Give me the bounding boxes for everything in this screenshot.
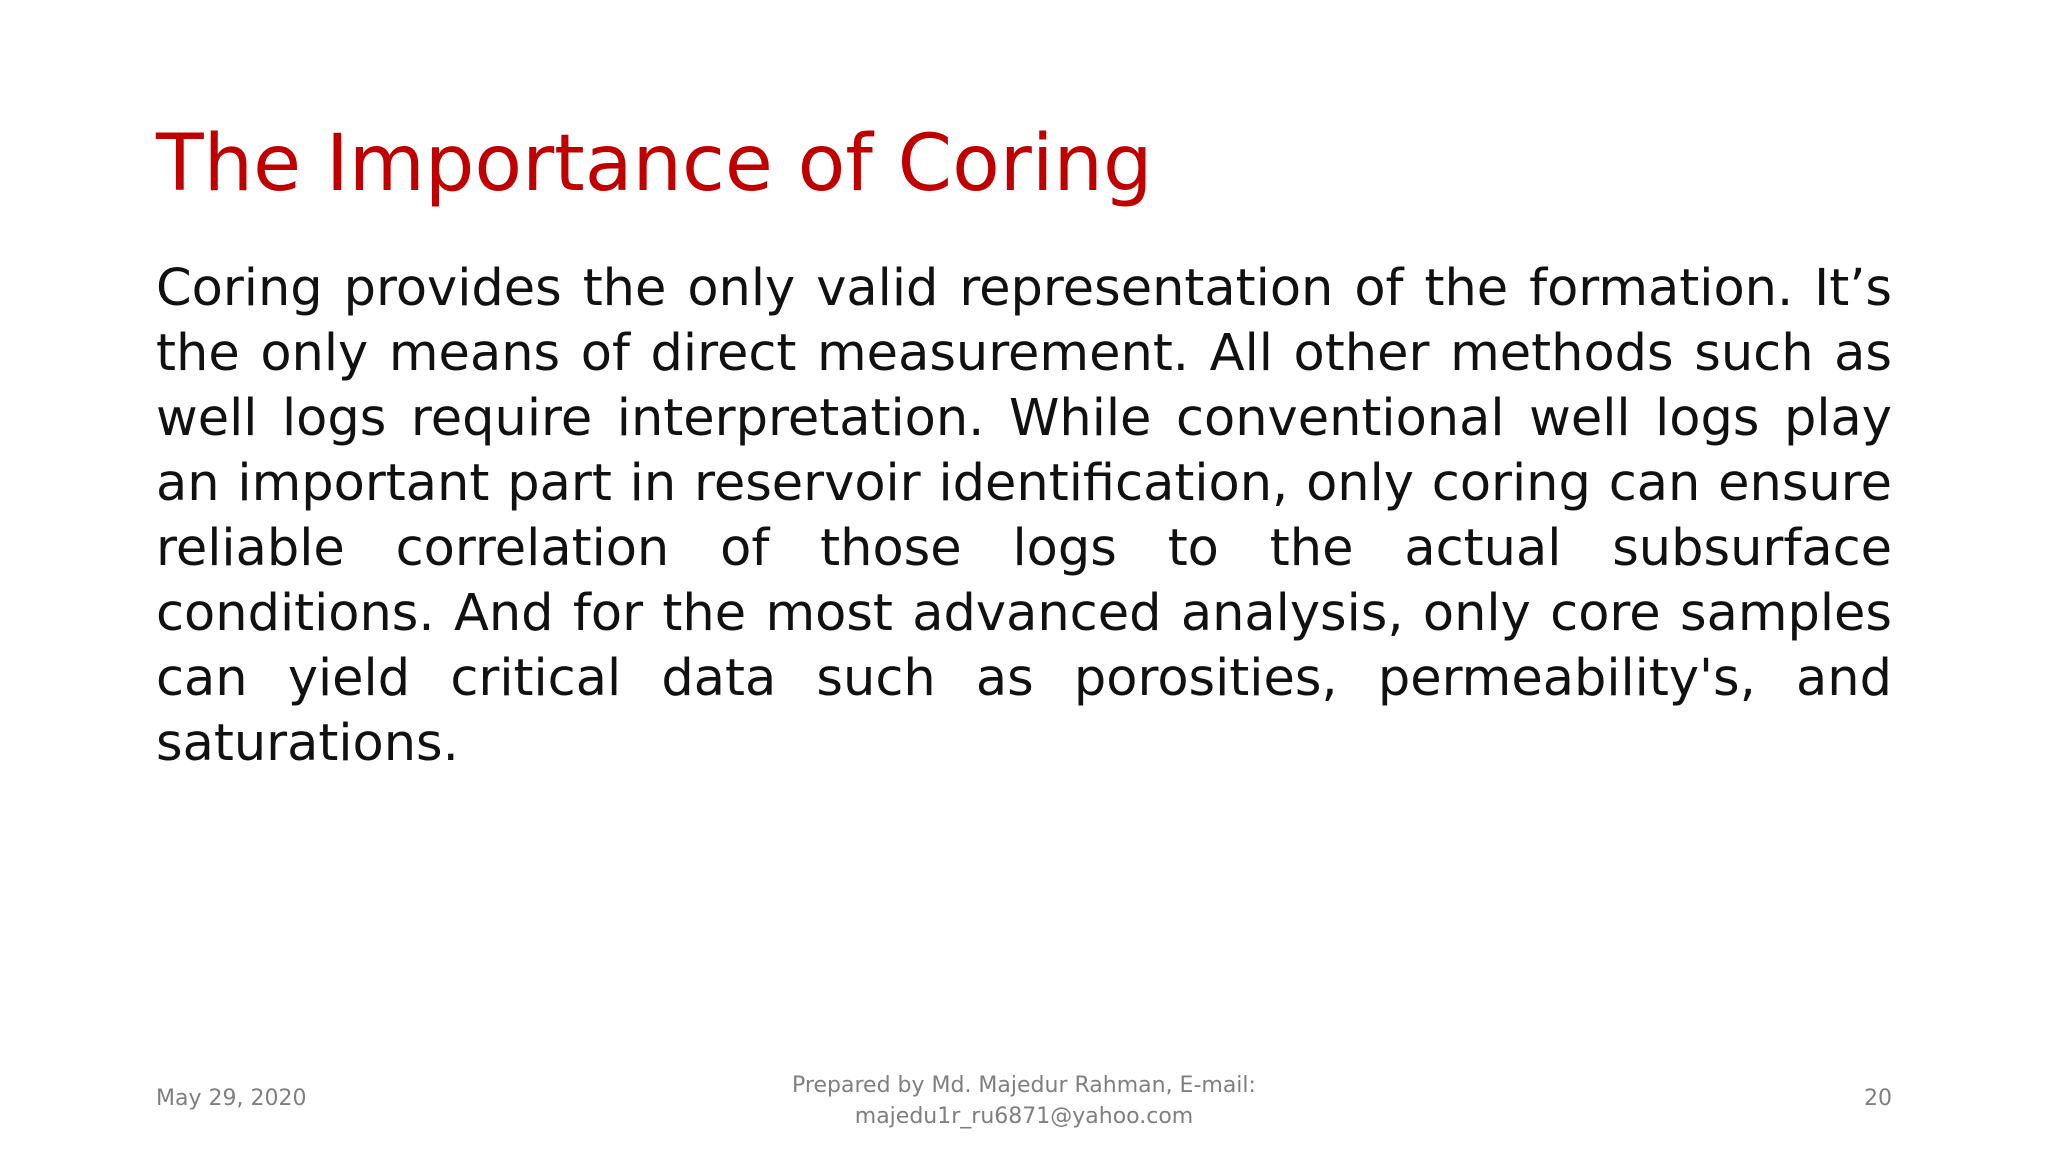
slide-body-text: Coring provides the only valid representation of the formation. It’s the only means of direct measurement. All other methods such as well logs require interpretation. While conventional well logs play an important part in reservoir identification, only coring can ensure reliable correlation of those logs to the actual subsurface conditions. And for the most advanced analysis, only core samples can yield critical data such as porosities, permeability's, and saturations. — [156, 259, 1892, 773]
slide-title: The Importance of Coring — [156, 119, 1153, 209]
footer-date: May 29, 2020 — [156, 1086, 307, 1111]
footer-prepared-by — [724, 1070, 1324, 1132]
footer-page-number: 20 — [1864, 1086, 1892, 1111]
footer-email: majedu1r_ru6871@yahoo.com — [854, 1104, 1194, 1129]
footer-prepared-by-line1: Prepared by Md. Majedur Rahman, E-mail: — [792, 1073, 1256, 1098]
